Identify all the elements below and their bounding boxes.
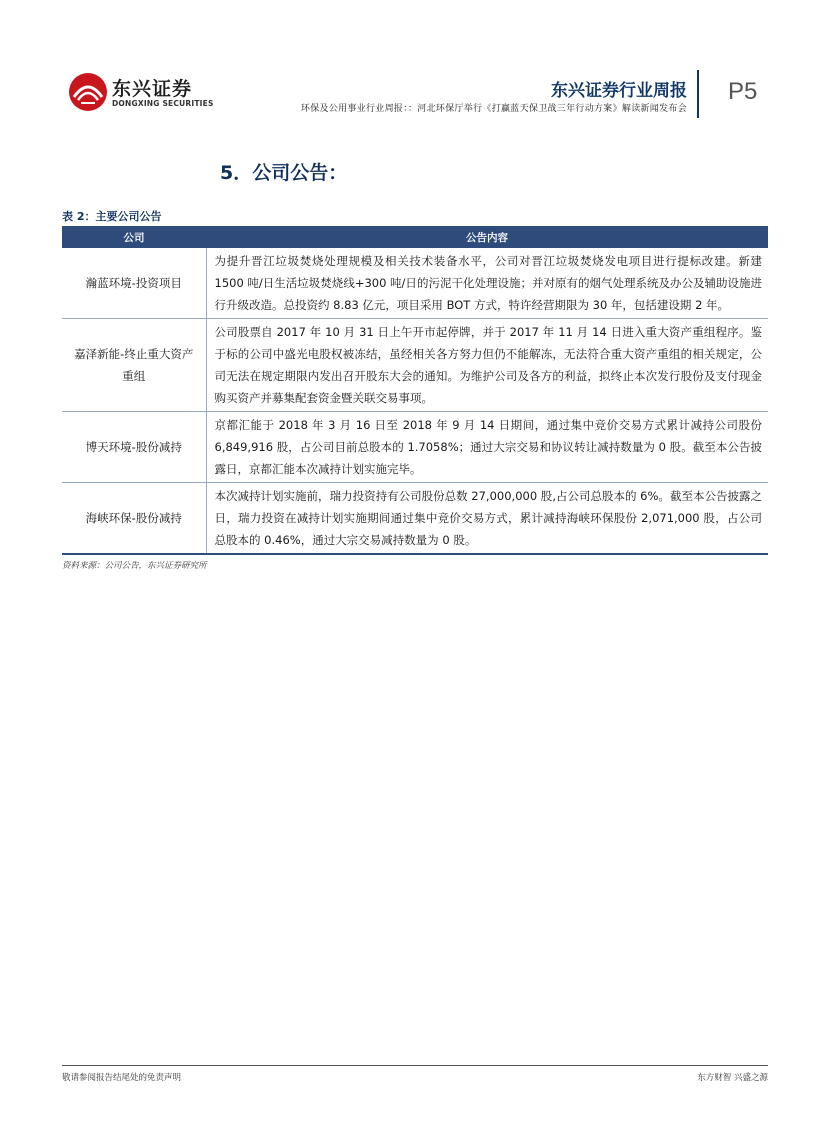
company-cell: 海峡环保-股份减持: [62, 483, 206, 555]
table-source-note: 资料来源：公司公告，东兴证券研究所: [62, 561, 207, 571]
company-cell: 博天环境-股份减持: [62, 412, 206, 483]
logo-english-name: DONGXING SECURITIES: [112, 99, 214, 108]
table-row: [62, 248, 768, 319]
content-cell: 为提升晋江垃圾焚烧处理规模及相关技术装备水平，公司对晋江垃圾焚烧发电项目进行提标改建。新建 1500 吨/日生活垃圾焚烧线+300 吨/日的污泥干化处理设施；并对原有的烟气处理系统及办公及辅助设施进行升级改造。总投资约 8.83 亿元，项目采用 BOT 方式，特许经营期限为 30 年，包括建设期 2 年。: [206, 248, 768, 319]
page-number: P5: [728, 78, 758, 105]
column-header-content: 公告内容: [206, 226, 768, 248]
company-cell: 瀚蓝环境-投资项目: [62, 248, 206, 319]
footer-slogan: 东方财智 兴盛之源: [697, 1073, 768, 1083]
section-title: 5．公司公告：: [220, 162, 348, 184]
column-header-company: 公司: [62, 226, 206, 248]
content-cell: 京都汇能于 2018 年 3 月 16 日至 2018 年 9 月 14 日期间，通过集中竞价交易方式累计减持公司股份 6,849,916 股，占公司目前总股本的 1.7058%；通过大宗交易和协议转让减持数量为 0 股。截至本公告披露日，京都汇能本次减持计划实施完毕。: [206, 412, 768, 483]
footer-divider: [62, 1065, 768, 1066]
logo-chinese-name: 东兴证券: [112, 78, 193, 100]
announcements-table: [62, 226, 768, 555]
content-cell: 本次减持计划实施前，瑞力投资持有公司股份总数 27,000,000 股,占公司总股本的 6%。截至本公告披露之日，瑞力投资在减持计划实施期间通过集中竞价交易方式，累计减持海峡环保股份 2,071,000 股，占公司总股本的 0.46%，通过大宗交易减持数量为 0 股。: [206, 483, 768, 555]
table-row: [62, 319, 768, 412]
table-header-row: [62, 226, 768, 248]
company-cell: 嘉泽新能-终止重大资产重组: [62, 319, 206, 412]
footer-disclaimer: 敬请参阅报告结尾处的免责声明: [62, 1073, 182, 1083]
dongxing-logo-icon: [68, 72, 108, 112]
report-subtitle: 环保及公用事业行业周报：：河北环保厅举行《打赢蓝天保卫战三年行动方案》解读新闻发布会: [300, 104, 687, 114]
company-logo: [68, 72, 214, 116]
table-caption: 表 2：主要公司公告: [62, 210, 162, 223]
table-row: [62, 412, 768, 483]
report-title: 东兴证券行业周报: [551, 81, 687, 101]
header-divider: [697, 70, 699, 118]
page-header: [0, 0, 827, 130]
content-cell: 公司股票自 2017 年 10 月 31 日上午开市起停牌，并于 2017 年 11 月 14 日进入重大资产重组程序。鉴于标的公司中盛光电股权被冻结，虽经相关各方努力但仍不能解冻，无法符合重大资产重组的相关规定，公司无法在规定期限内发出召开股东大会的通知。为维护公司及各方的利益，拟终止本次发行股份及支付现金购买资产并募集配套资金暨关联交易事项。: [206, 319, 768, 412]
table-row: [62, 483, 768, 555]
